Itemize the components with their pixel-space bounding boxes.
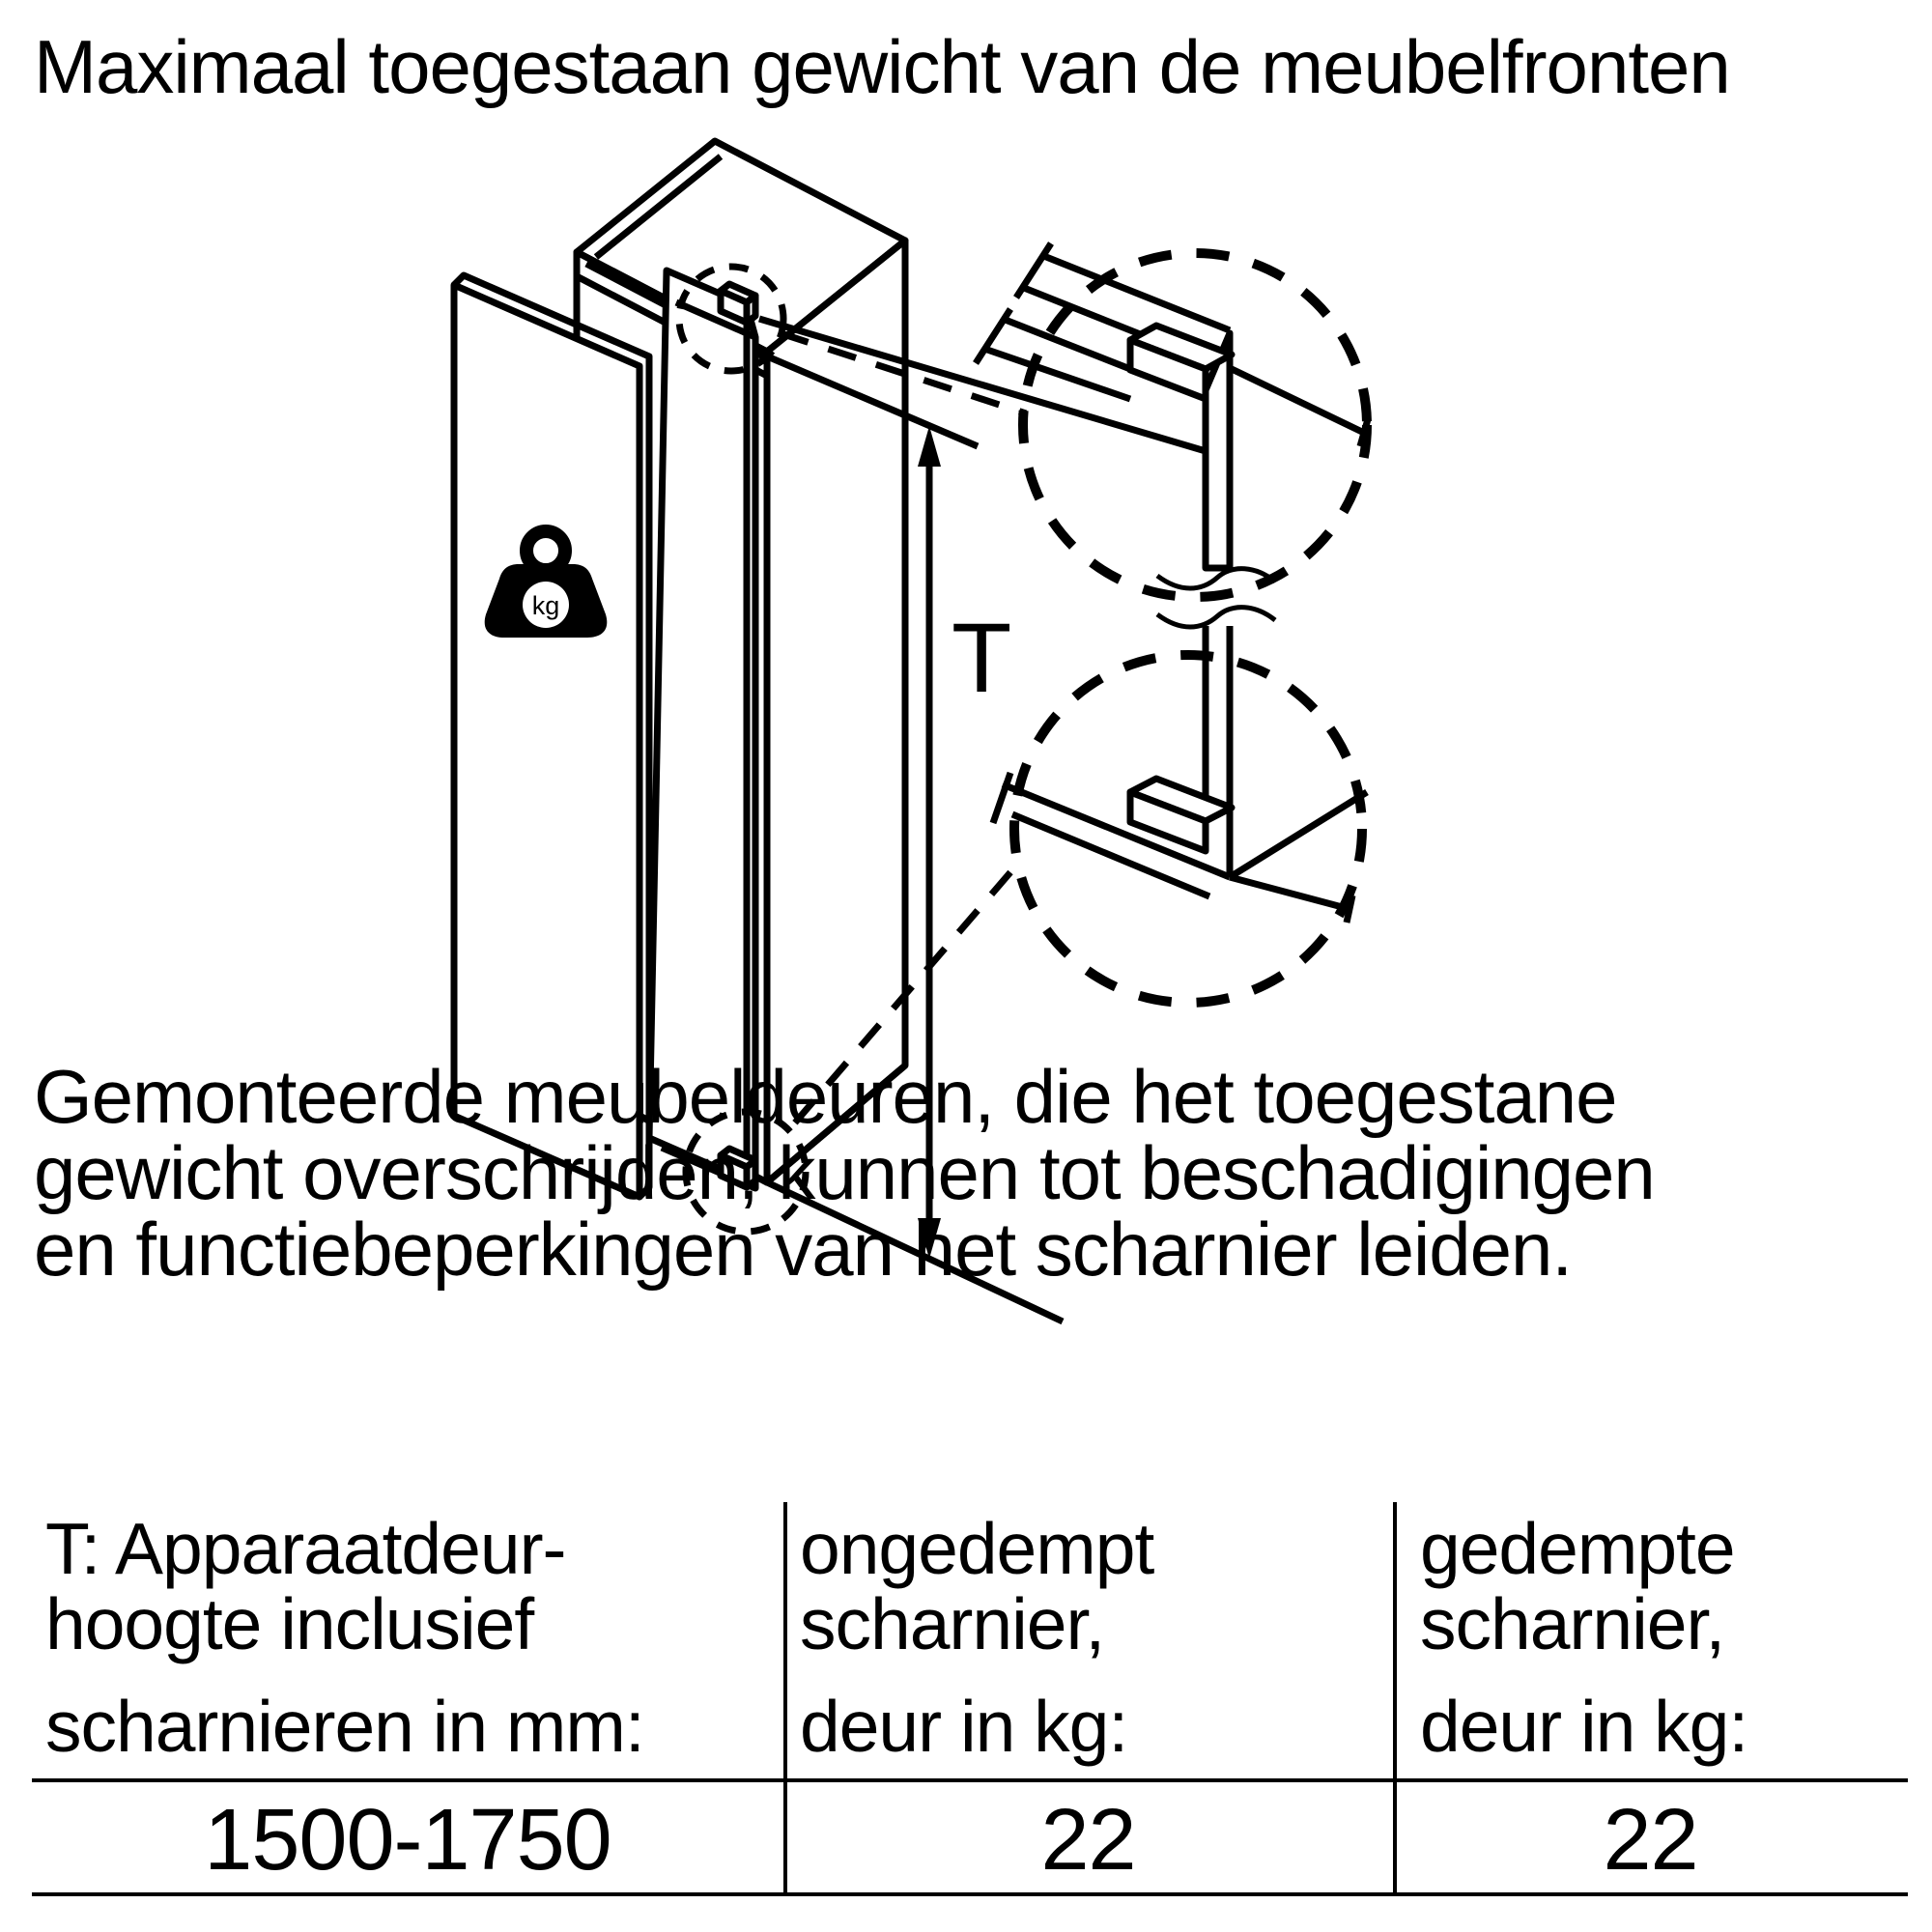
bottom-hinge-detail-view	[993, 655, 1367, 1003]
table-header-rule	[32, 1778, 1908, 1782]
paragraph-line: Gemonteerde meubeldeuren, die het toegestane	[34, 1054, 1617, 1139]
door-weight-table	[32, 1492, 1908, 1898]
top-hinge-detail-view	[976, 243, 1368, 597]
weight-unit-label: kg	[531, 591, 560, 620]
paragraph-line: gewicht overschrijden, kunnen tot beschadigingen	[34, 1130, 1655, 1215]
table-value-door-height: 1500-1750	[204, 1792, 611, 1889]
dimension-label: T	[952, 603, 1012, 713]
paragraph-line: en functiebeperkingen van het scharnier leiden.	[34, 1207, 1573, 1292]
table-bottom-rule	[32, 1892, 1908, 1896]
table-header-damped-hinge: gedempte scharnier, deur in kg:	[1420, 1508, 1748, 1767]
warning-paragraph	[34, 1054, 1655, 1292]
top-hinge-block	[721, 284, 755, 323]
table-header-door-height: T: Apparaatdeur- hoogte inclusief scharnieren in mm:	[45, 1508, 644, 1767]
appliance-door-outline	[649, 270, 755, 1188]
page-title: Maximaal toegestaan gewicht van de meubelfronten	[34, 24, 1730, 109]
table-header-undamped-hinge: ongedempt scharnier, deur in kg:	[800, 1508, 1154, 1767]
table-value-damped-weight: 22	[1603, 1792, 1698, 1889]
table-value-undamped-weight: 22	[1040, 1792, 1136, 1889]
